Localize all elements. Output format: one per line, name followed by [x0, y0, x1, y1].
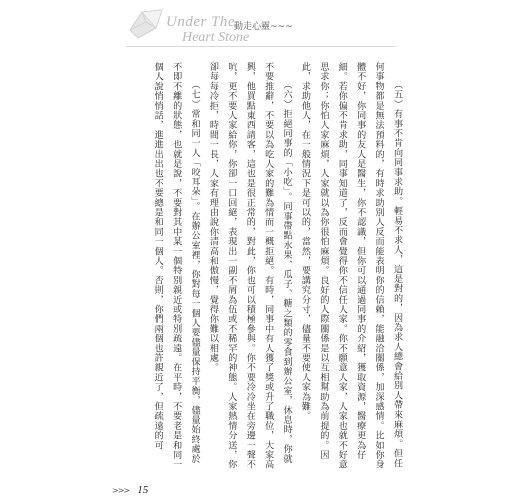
header-divider	[126, 46, 396, 47]
paragraph-7: （七）常和同一人「咬耳朵」。在辦公室裡，你對每一個人要儘量保持平衡，儘量始終處於不即不離的狀態，也就是說，不要對其中某一個特別親近或特別疏遠。在平時，不要老是和同一個人說悄悄話，進進出出也不要總是和同一個人。否則，你們兩個也許親近了，但疏遠的可	[152, 62, 200, 470]
series-title-line2: Heart Stone	[182, 30, 250, 45]
running-header	[0, 0, 520, 62]
page-number: 15	[137, 484, 149, 496]
gem-logo-icon	[126, 8, 166, 46]
paragraph-6: （六）拒絕同事的「小吃」。同事帶點水果、瓜子、糖之類的零食到辦公室，休息時，你就不要推辭，不要以為吃人家的難為情而一概拒絕。有時，同事中有人獲了獎或升了職位，大家高興，他買點東西請客，這也是很正常的，對此，你也可以積極參與。你不要冷冷坐在旁邊一聲不吭，更不要人家給你，你卻一口回絕，表現出一副不屑為伍或不稀罕的神態。人家熱情分送，你卻每每冷拒，時間一長，人家有理由說你清高和傲慢，覺得你難以相處。	[207, 62, 292, 470]
page-footer	[112, 478, 148, 497]
page-marker: >>>	[112, 486, 130, 495]
series-title-line1: Under The	[166, 14, 236, 30]
body-text-area	[116, 62, 406, 480]
paragraph-5: （五）有事不肯向同事求助。輕易不求人，這是對的，因為求人總會給別人帶來麻煩。但任何事物都是無法預料的，有時求助別人反而能表明你的信賴，能融洽關係，加深感情。比如你身體不好，你同事的友人是醫生，你不認識，但你可以通過同事的介紹，獲取資源，醫療更為仔細。若你偏不肯求助，同事知道了，反而會覺得你不信任人家。你不願意人家，人家也就不好意思求你；你怕人家麻煩，人家就以為你很怕麻煩。良好的人際關係是以互相幫助為前提的。因此，求助他人，在一般情況下是可以的，當然，要講究分寸，儘量不要使人家為難。	[299, 62, 402, 470]
series-subtitle: 動走心靈~~~	[234, 22, 293, 32]
body-text	[148, 62, 406, 472]
